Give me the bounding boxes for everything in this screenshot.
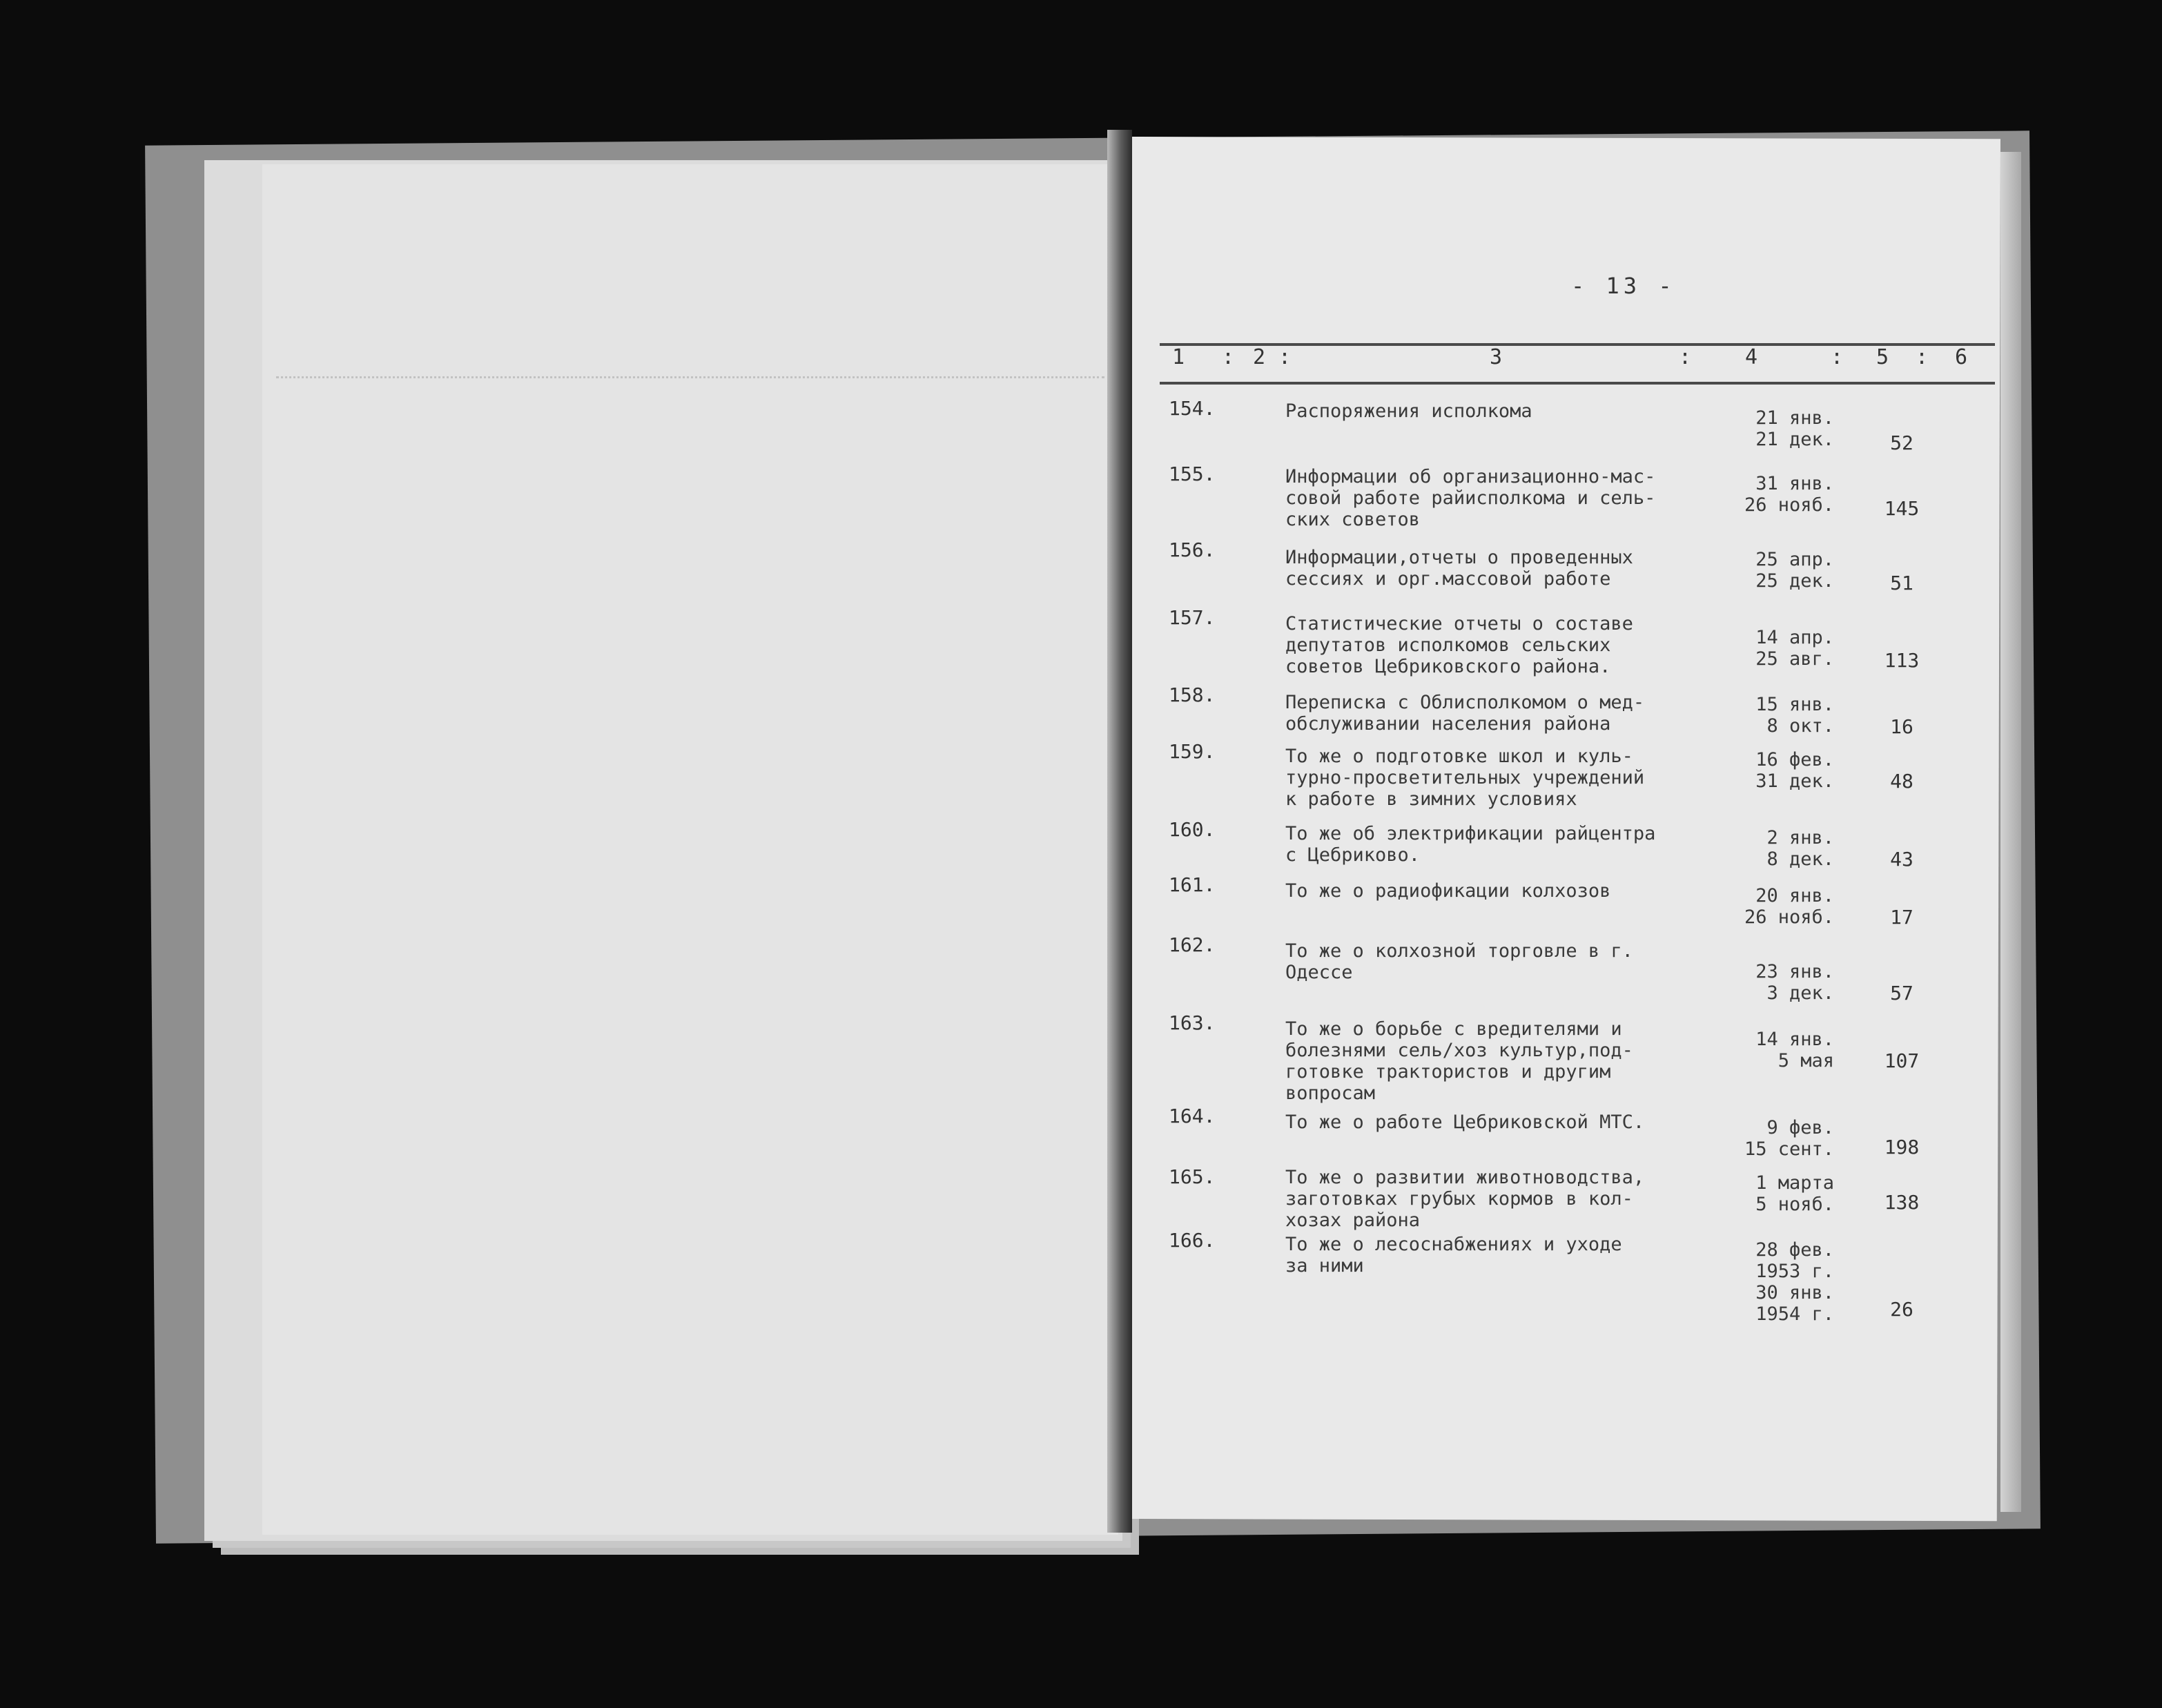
left-page-bleed-through-line (276, 376, 1104, 378)
column-header-4: 4 (1745, 345, 1758, 369)
row-dates: 16 фев. 31 дек. (1755, 749, 1834, 792)
row-sheet-count: 43 (1890, 848, 1913, 871)
row-sheet-count: 48 (1890, 770, 1913, 793)
row-sheet-count: 107 (1884, 1049, 1920, 1072)
row-description: То же о подготовке школ и куль- турно-просветительных учреждений к работе в зимних условиях (1285, 746, 1645, 810)
table-header-bottom-rule (1160, 382, 1995, 385)
row-number: 156. (1169, 538, 1216, 561)
row-description: Распоряжения исполкома (1285, 400, 1532, 422)
row-sheet-count: 26 (1890, 1298, 1913, 1321)
row-description: То же об электрификации райцентра с Цебриково. (1285, 823, 1656, 866)
row-description: Информации,отчеты о проведенных сессиях и орг.массовой работе (1285, 547, 1633, 590)
column-header-6: 6 (1955, 345, 1968, 369)
row-sheet-count: 198 (1884, 1136, 1920, 1158)
column-header-5: 5 (1876, 345, 1889, 369)
column-separator: : (1222, 345, 1235, 369)
row-dates: 23 янв. 3 дек. (1755, 961, 1834, 1004)
column-header-1: 1 (1172, 345, 1185, 369)
row-sheet-count: 138 (1884, 1191, 1920, 1214)
row-sheet-count: 145 (1884, 497, 1920, 520)
row-description: То же о лесоснабжениях и уходе за ними (1285, 1234, 1622, 1277)
row-description: Статистические отчеты о составе депутатов исполкомов сельских советов Цебриковского района. (1285, 613, 1633, 677)
row-sheet-count: 51 (1890, 572, 1913, 594)
row-sheet-count: 17 (1890, 906, 1913, 929)
row-dates: 2 янв. 8 дек. (1766, 827, 1834, 870)
row-dates: 15 янв. 8 окт. (1755, 694, 1834, 737)
column-header-2: 2 (1253, 345, 1266, 369)
row-number: 160. (1169, 818, 1216, 841)
row-dates: 28 фев. 1953 г. 30 янв. 1954 г. (1755, 1239, 1834, 1325)
row-number: 161. (1169, 873, 1216, 896)
row-description: Информации об организационно-мас- совой работе райисполкома и сель- ских советов (1285, 466, 1656, 530)
row-number: 155. (1169, 463, 1216, 485)
row-number: 159. (1169, 740, 1216, 763)
page-number: - 13 - (1571, 273, 1676, 299)
row-number: 163. (1169, 1011, 1216, 1034)
row-dates: 14 апр. 25 авг. (1755, 627, 1834, 670)
row-number: 166. (1169, 1229, 1216, 1252)
row-description: То же о колхозной торговле в г. Одессе (1285, 940, 1633, 983)
row-dates: 1 марта 5 нояб. (1755, 1172, 1834, 1215)
row-dates: 9 фев. 15 сент. (1744, 1117, 1834, 1160)
row-sheet-count: 52 (1890, 431, 1913, 454)
row-number: 162. (1169, 933, 1216, 956)
row-dates: 20 янв. 26 нояб. (1744, 885, 1834, 928)
row-number: 164. (1169, 1105, 1216, 1127)
row-sheet-count: 113 (1884, 649, 1920, 672)
row-description: То же о работе Цебриковской МТС. (1285, 1112, 1645, 1133)
column-separator: : (1916, 345, 1929, 369)
row-dates: 14 янв. 5 мая (1755, 1029, 1834, 1071)
column-separator: : (1831, 345, 1844, 369)
row-dates: 31 янв. 26 нояб. (1744, 473, 1834, 516)
row-number: 165. (1169, 1165, 1216, 1188)
row-sheet-count: 16 (1890, 715, 1913, 738)
right-page-edges (2000, 152, 2021, 1512)
row-description: Переписка с Облисполкомом о мед- обслуживании населения района (1285, 692, 1645, 735)
row-number: 157. (1169, 606, 1216, 629)
row-number: 158. (1169, 683, 1216, 706)
book-gutter (1107, 130, 1132, 1533)
left-page-blank (262, 164, 1118, 1535)
row-dates: 25 апр. 25 дек. (1755, 549, 1834, 592)
row-sheet-count: 57 (1890, 982, 1913, 1005)
row-number: 154. (1169, 397, 1216, 420)
row-dates: 21 янв. 21 дек. (1755, 407, 1834, 450)
column-separator: : (1278, 345, 1292, 369)
row-description: То же о радиофикации колхозов (1285, 880, 1611, 902)
row-description: То же о развитии животноводства, заготовках грубых кормов в кол- хозах района (1285, 1167, 1645, 1231)
column-separator: : (1679, 345, 1692, 369)
column-header-3: 3 (1490, 345, 1503, 369)
row-description: То же о борьбе с вредителями и болезнями сель/хоз культур,под- готовке трактористов и другим вопросам (1285, 1018, 1633, 1104)
